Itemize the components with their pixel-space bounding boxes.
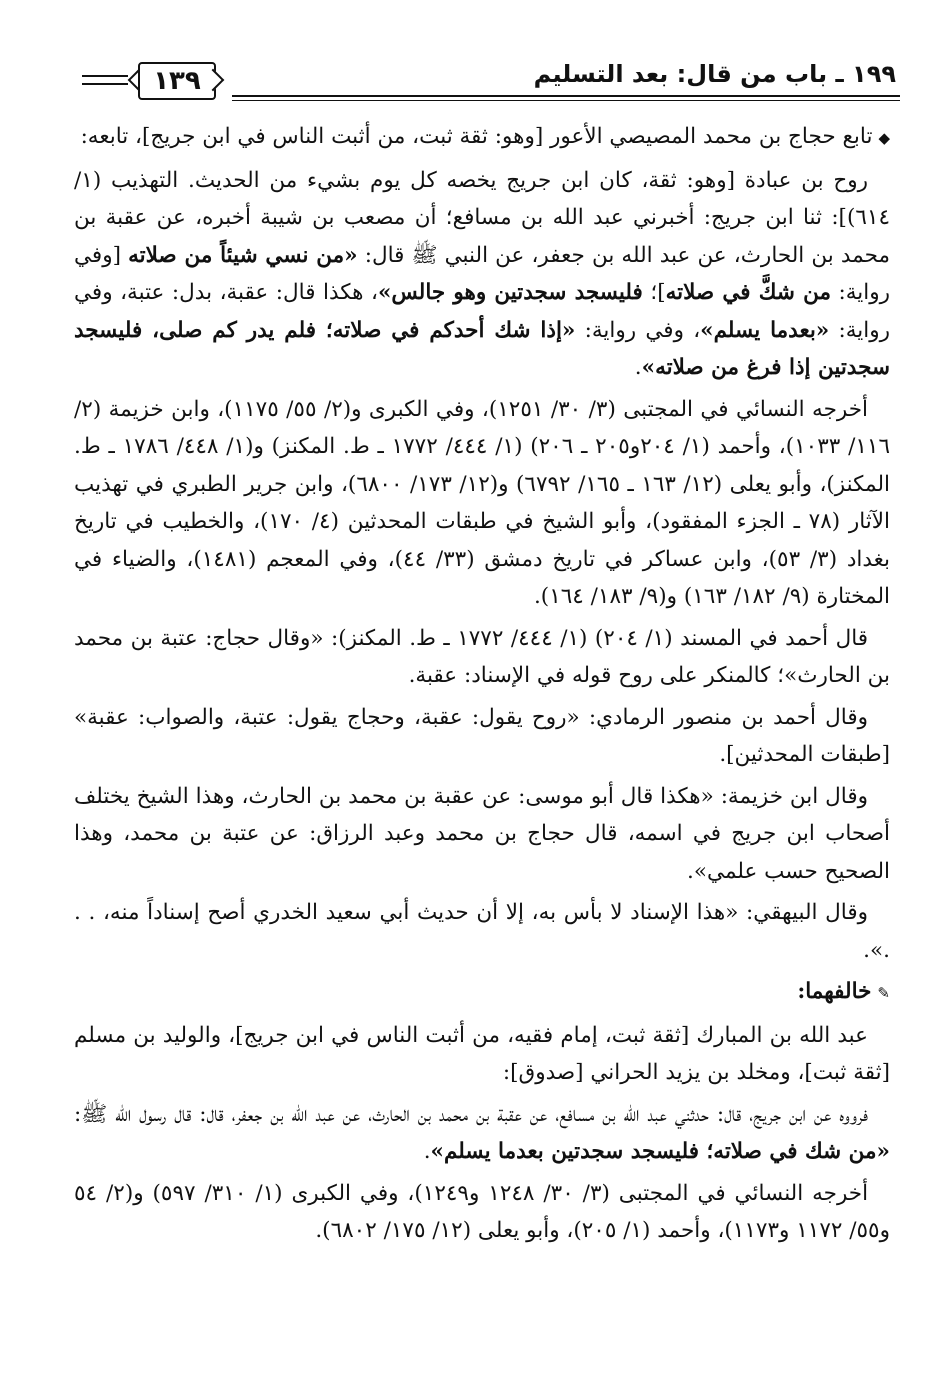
chapter-title: ١٩٩ ـ باب من قال: بعد التسليم <box>533 60 896 88</box>
hadith-text: فليسجد سجدتين وهو جالس» <box>377 280 643 305</box>
left-ornament-rule <box>82 75 128 77</box>
hadith-text: «من نسي شيئاً من صلاته <box>128 242 358 268</box>
text: فرووه عن ابن جريج، قال: حدثني عبد الله بن مسافع، عن عقبة بن محمد بن الحارث، عن عبد الله بن جعفر، قال: قال رسول الله ﷺ: <box>74 1101 868 1127</box>
paragraph-3 <box>74 391 890 616</box>
text: . <box>634 355 642 380</box>
text: [وفي رواية: <box>74 242 890 305</box>
page-header <box>82 58 900 108</box>
text: عبد الله بن المبارك [ثقة ثبت، إمام فقيه، من أثبت الناس في ابن جريج]، والوليد بن مسلم [ثقة ثبت]، ومخلد بن يزيد الحراني [صدوق]: <box>74 1022 890 1085</box>
heading-text: خالفهما: <box>797 979 872 1004</box>
text: ، هكذا قال: عقبة، بدل: عتبة، وفي رواية: <box>74 280 891 343</box>
pen-icon: ✎ <box>877 984 890 1002</box>
paragraph-4 <box>74 620 890 695</box>
header-rule <box>232 95 900 97</box>
text: أخرجه النسائي في المجتبى (٣/ ٣٠/ ١٢٥١)، وفي الكبرى و(٢/ ٥٥/ ١١٧٥)، وابن خزيمة (٢/ ١١٦/ ١٠٣٣)، وأحمد (١/ ٢٠٤و٢٠٥ ـ ٢٠٦) (١/ ٤٤٤/ ١٧٧٢ ـ ط. المكنز) و(١/ ٤٤٨/ ١٧٨٦ ـ ط. المكنز)، وأبو يعلى (١٢/ ١٦٣ ـ ١٦٥/ ٦٧٩٢) و(١٢/ ١٧٣/ ٦٨٠٠)، وابن جرير الطبري في تهذيب الآثار (٧٨ ـ الجزء المفقود)، وأبو الشيخ في طبقات المحدثين (٤/ ١٧٠)، والخطيب في تاريخ بغداد (٣/ ٥٣)، وابن عساكر في تاريخ دمشق (٣٣/ ٤٤)، وفي المعجم (١٤٨١)، والضياء في المختارة (٩/ ١٨٢/ ١٦٣) و(٩/ ١٨٣/ ١٦٤). <box>74 396 891 609</box>
text: أخرجه النسائي في المجتبى (٣/ ٣٠/ ١٢٤٨ و١٢٤٩)، وفي الكبرى (١/ ٣١٠/ ٥٩٧) و(٢/ ٥٤ و٥٥/ ١١٧٢ و١١٧٣)، وأحمد (١/ ٢٠٥)، وأبو يعلى (١٢/ ١٧٥/ ٦٨٠٢). <box>74 1180 890 1243</box>
paragraph-6 <box>74 778 890 891</box>
page-body <box>74 118 890 1254</box>
hadith-text: «بعدما يسلم» <box>700 317 830 343</box>
paragraph-1 <box>74 118 890 158</box>
text: ]؛ <box>642 280 666 305</box>
hadith-text: «من شك في صلاته؛ فليسجد سجدتين بعدما يسلم» <box>430 1139 890 1164</box>
hadith-text: من شكَّ في صلاته <box>665 280 831 305</box>
text: ، وفي رواية: <box>575 317 701 343</box>
paragraph-9 <box>74 1017 890 1092</box>
paragraph-11 <box>74 1175 890 1250</box>
page-number: ١٣٩ <box>138 62 216 100</box>
text: قال أحمد في المسند (١/ ٢٠٤) (١/ ٤٤٤/ ١٧٧٢ ـ ط. المكنز): «وقال حجاج: عتبة بن محمد بن الحارث»؛ كالمنكر على روح قوله في الإسناد: عقبة. <box>74 625 890 688</box>
section-heading <box>74 973 890 1013</box>
bullet-icon: ◆ <box>878 129 890 147</box>
hadith-text: «إذا شك أحدكم في صلاته؛ فلم يدر كم صلى، فليسجد سجدتين إذا فرغ من صلاته» <box>74 317 890 380</box>
text: روح بن عبادة [وهو: ثقة، كان ابن جريج يخصه كل يوم بشيء من الحديث. التهذيب (١/ ٦١٤)]: ثنا ابن جريج: أخبرني عبد الله بن مسافع؛ أن مصعب بن شيبة أخبره، عن عقبة بن محمد بن الحارث، عن عبد الله بن جعفر، عن النبي ﷺ قال: <box>74 167 890 268</box>
text: وقال ابن خزيمة: «هكذا قال أبو موسى: عن عقبة بن محمد بن الحارث، وهذا الشيخ يختلف أصحاب ابن جريج في اسمه، قال حجاج بن محمد وعبد الرزاق: عن عتبة بن محمد، وهذا الصحيح حسب علمي». <box>74 783 890 884</box>
text: وقال أحمد بن منصور الرمادي: «روح يقول: عقبة، وحجاج يقول: عتبة، والصواب: عقبة» [طبقات المحدثين]. <box>74 704 890 767</box>
left-ornament-rule-2 <box>82 83 128 85</box>
paragraph-5 <box>74 699 890 774</box>
text: . <box>423 1139 431 1164</box>
text: وقال البيهقي: «هذا الإسناد لا بأس به، إلا أن حديث أبي سعيد الخدري أصح إسناداً منه، . . .». <box>74 900 890 963</box>
paragraph-10 <box>74 1096 890 1171</box>
page-number-badge <box>124 58 234 104</box>
paragraph-2 <box>74 162 890 387</box>
paragraph-7 <box>74 894 890 969</box>
text: تابع حجاج بن محمد المصيصي الأعور [وهو: ثقة ثبت، من أثبت الناس في ابن جريج]، تابعه: <box>80 124 873 149</box>
header-rule-thin <box>232 100 900 101</box>
